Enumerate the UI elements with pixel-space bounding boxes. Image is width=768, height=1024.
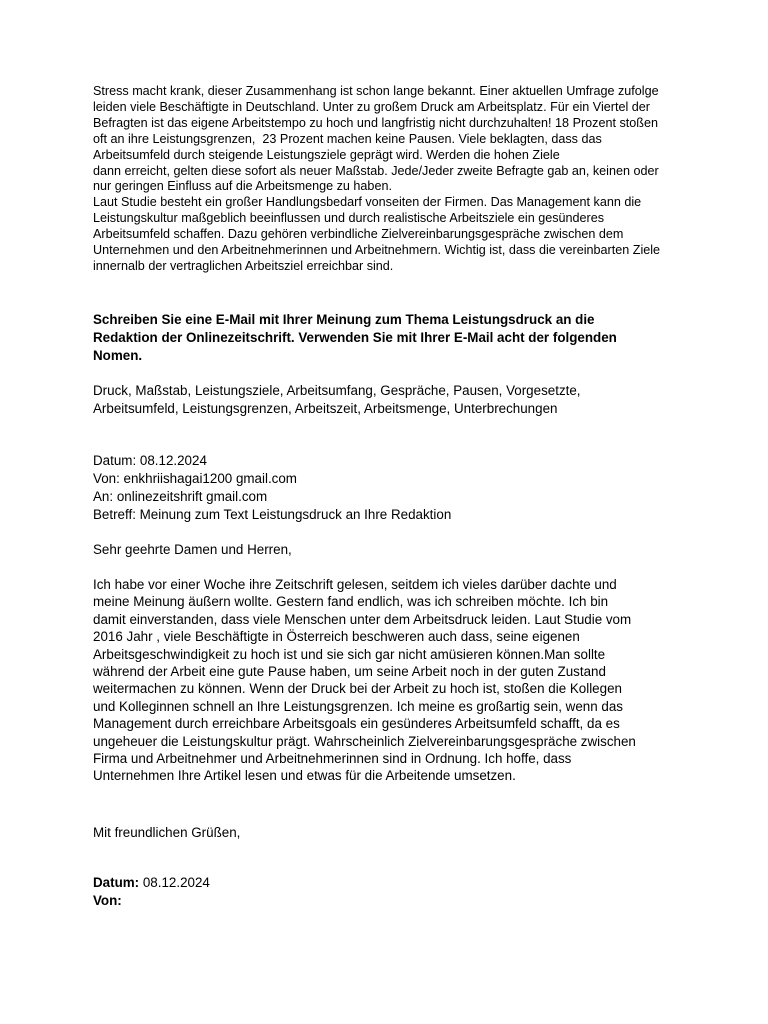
article-line: oft an ihre Leistungsgrenzen, 23 Prozent machen keine Pausen. Viele beklagten, dass das [93, 131, 602, 146]
article-line: Arbeitsumfeld durch steigende Leistungsziele geprägt wird. Werden die hohen Ziele [93, 147, 560, 162]
article-line: nur geringen Einfluss auf die Arbeitsmenge zu haben. [93, 179, 392, 194]
article-line: Leistungskultur maßgeblich beeinflussen und durch realistische Arbeitsziele ein gesünderes [93, 211, 605, 226]
article-line: Laut Studie besteht ein großer Handlungsbedarf vonseiten der Firmen. Das Management kann die [93, 195, 642, 210]
email-body-line: Unternehmen Ihre Artikel lesen und etwas für die Arbeitende umsetzen. [93, 768, 516, 784]
task-line: Nomen. [93, 348, 143, 363]
email-closing: Mit freundlichen Grüßen, [93, 825, 241, 840]
email-body-line: ungeheuer die Leistungskultur prägt. Wahrscheinlich Zielvereinbarungsgespräche zwischen [93, 733, 636, 749]
noun-list-line: Druck, Maßstab, Leistungsziele, Arbeitsumfang, Gespräche, Pausen, Vorgesetzte, [93, 383, 581, 398]
footer-from-label: Von: [93, 893, 122, 908]
email-to: An: onlinezeitshrift gmail.com [93, 489, 268, 504]
article-line: Unternehmen und den Arbeitnehmerinnen und Arbeitnehmern. Wichtig ist, dass die vereinbarten Ziele [93, 243, 661, 258]
email-body-line: damit einverstanden, dass viele Menschen unter dem Arbeitsdruck leiden. Laut Studie vom [93, 611, 632, 627]
email-subject: Betreff: Meinung zum Text Leistungsdruck an Ihre Redaktion [93, 507, 452, 522]
email-footer [93, 874, 210, 910]
task-instruction [93, 311, 693, 365]
email-body-line: während der Arbeit eine gute Pause haben, um seine Arbeit noch in der guten Zustand [93, 664, 606, 680]
article-line: Arbeitsumfeld schaffen. Dazu gehören verbindliche Zielvereinbarungsgespräche zwischen dem [93, 227, 624, 242]
email-body-line: Management durch erreichbare Arbeitsgoals ein gesünderes Arbeitsumfeld schafft, da es [93, 716, 620, 732]
article-line: Befragten ist das eigene Arbeitstempo zu hoch und langfristig nicht durchzuhalten! 18 Prozent stoßen [93, 115, 658, 130]
email-body-line: Firma und Arbeitnehmer und Arbeitnehmerinnen sind in Ordnung. Ich hoffe, dass [93, 751, 572, 767]
email-body-line: Arbeitsgeschwindigkeit zu hoch ist und sie sich gar nicht amüsieren können.Man sollte [93, 646, 606, 662]
task-line: Schreiben Sie eine E-Mail mit Ihrer Meinung zum Thema Leistungsdruck an die [93, 312, 595, 327]
email-header [93, 452, 693, 524]
task-line: Redaktion der Onlinezeitschrift. Verwenden Sie mit Ihrer E-Mail acht der folgenden [93, 330, 617, 345]
noun-list [93, 382, 693, 418]
email-date: Datum: 08.12.2024 [93, 453, 207, 468]
email-body-line: und Kolleginnen schnell an Ihre Leistungsgrenzen. Ich meine es großartig sein, wenn das [93, 698, 624, 714]
article-line: leiden viele Beschäftigte in Deutschland. Unter zu großem Druck am Arbeitsplatz. Für ein Viertel der [93, 99, 650, 114]
email-body-line: 2016 Jahr , viele Beschäftigte in Österreich beschweren auch dass, seine eigenen [93, 629, 580, 645]
email-body-line: weitermachen zu können. Wenn der Druck bei der Arbeit zu hoch ist, stoßen die Kollegen [93, 681, 622, 697]
footer-date-label: Datum: [93, 875, 140, 890]
email-salutation: Sehr geehrte Damen und Herren, [93, 542, 292, 557]
noun-list-line: Arbeitsumfeld, Leistungsgrenzen, Arbeitszeit, Arbeitsmenge, Unterbrechungen [93, 401, 558, 416]
article-line: dann erreicht, gelten diese sofort als neuer Maßstab. Jede/Jeder zweite Befragte gab an, keinen oder [93, 163, 659, 178]
email-from: Von: enkhriishagai1200 gmail.com [93, 471, 297, 486]
email-body-line: meine Meinung äußern wollte. Gestern fand endlich, was ich schreiben möchte. Ich bin [93, 594, 609, 610]
article-line: Stress macht krank, dieser Zusammenhang ist schon lange bekannt. Einer aktuellen Umfrage zufolge [93, 84, 659, 98]
footer-date-value: 08.12.2024 [139, 875, 210, 890]
email-body [93, 576, 693, 785]
email-body-line: Ich habe vor einer Woche ihre Zeitschrift gelesen, seitdem ich vieles darüber dachte und [93, 577, 617, 592]
article-text [93, 84, 693, 275]
footer-from-line [93, 892, 210, 910]
footer-date-line [93, 874, 210, 892]
article-line: innernalb der vertraglichen Arbeitsziel erreichbar sind. [93, 258, 394, 273]
